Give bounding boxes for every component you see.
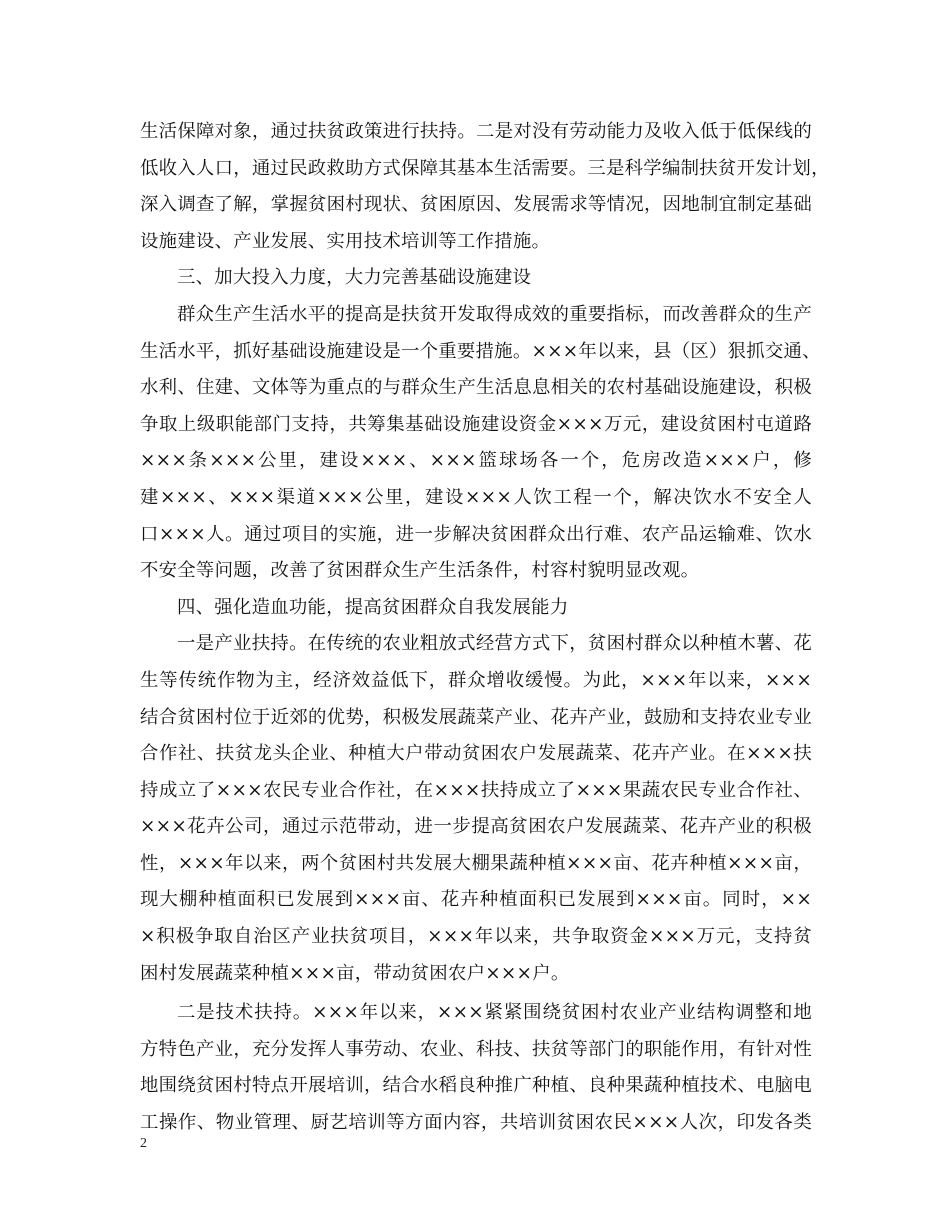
paragraph-industry-support — [140, 626, 812, 992]
text-line: 设施建设、产业发展、实用技术培训等工作措施。 — [140, 230, 551, 252]
text-line: 工操作、物业管理、厨艺培训等方面内容，共培训贫困农民×××人次，印发各类 — [140, 1112, 812, 1134]
text-line: 性，×××年以来，两个贫困村共发展大棚果蔬种植×××亩、花卉种植×××亩， — [140, 852, 812, 874]
text-line: 深入调查了解，掌握贫困村现状、贫困原因、发展需求等情况，因地制宜制定基础 — [140, 194, 812, 216]
text-line: 持成立了×××农民专业合作社，在×××扶持成立了×××果蔬农民专业合作社、 — [140, 779, 812, 801]
text-line: 争取上级职能部门支持，共筹集基础设施建设资金×××万元，建设贫困村屯道路 — [140, 413, 812, 435]
text-line: 现大棚种植面积已发展到×××亩、花卉种植面积已发展到×××亩。同时，×× — [140, 889, 812, 911]
paragraph-continuation — [140, 114, 830, 260]
text-line: 地围绕贫困村特点开展培训，结合水稻良种推广种植、良种果蔬种植技术、电脑电 — [140, 1075, 812, 1097]
text-line: 群众生产生活水平的提高是扶贫开发取得成效的重要指标，而改善群众的生产 — [177, 303, 812, 325]
text-line: 建×××、×××渠道×××公里，建设×××人饮工程一个，解决饮水不安全人 — [140, 486, 812, 508]
page-number: 2 — [140, 1136, 147, 1151]
text-line: 低收入人口，通过民政救助方式保障其基本生活需要。三是科学编制扶贫开发计划， — [140, 157, 830, 179]
document-body — [140, 114, 830, 1142]
text-line: ×积极争取自治区产业扶贫项目，×××年以来，共争取资金×××万元，支持贫 — [140, 926, 812, 948]
text-line: 一是产业扶持。在传统的农业粗放式经营方式下，贫困村群众以种植木薯、花 — [177, 633, 812, 655]
section-heading-4: 四、强化造血功能，提高贫困群众自我发展能力 — [177, 596, 569, 618]
text-line: 合作社、扶贫龙头企业、种植大户带动贫困农户发展蔬菜、花卉产业。在×××扶 — [140, 743, 812, 765]
text-line: 生活保障对象，通过扶贫政策进行扶持。二是对没有劳动能力及收入低于低保线的 — [140, 121, 812, 142]
text-line: 方特色产业，充分发挥人事劳动、农业、科技、扶贫等部门的职能作用，有针对性 — [140, 1038, 812, 1060]
text-line: ×××条×××公里，建设×××、×××篮球场各一个，危房改造×××户，修 — [140, 450, 812, 472]
text-line: ×××花卉公司，通过示范带动，进一步提高贫困农户发展蔬菜、花卉产业的积极 — [140, 816, 812, 838]
text-line: 口×××人。通过项目的实施，进一步解决贫困群众出行难、农产品运输难、饮水 — [140, 523, 812, 545]
paragraph-technical-support — [140, 995, 812, 1141]
text-line: 结合贫困村位于近郊的优势，积极发展蔬菜产业、花卉产业，鼓励和支持农业专业 — [140, 706, 812, 728]
text-line: 生等传统作物为主，经济效益低下，群众增收缓慢。为此，×××年以来，××× — [140, 669, 812, 691]
paragraph-infrastructure — [140, 297, 821, 590]
text-line: 水利、住建、文体等为重点的与群众生产生活息息相关的农村基础设施建设，积极 — [140, 377, 812, 399]
text-line: 二是技术扶持。×××年以来，×××紧紧围绕贫困村农业产业结构调整和地 — [177, 1002, 812, 1024]
text-line: 困村发展蔬菜种植×××亩，带动贫困农户×××户。 — [140, 962, 570, 984]
section-heading-3: 三、加大投入力度，大力完善基础设施建设 — [177, 267, 532, 289]
text-line: 生活水平，抓好基础设施建设是一个重要措施。×××年以来，县（区）狠抓交通、 — [140, 340, 821, 362]
text-line: 不安全等问题，改善了贫困群众生产生活条件，村容村貌明显改观。 — [140, 560, 700, 582]
